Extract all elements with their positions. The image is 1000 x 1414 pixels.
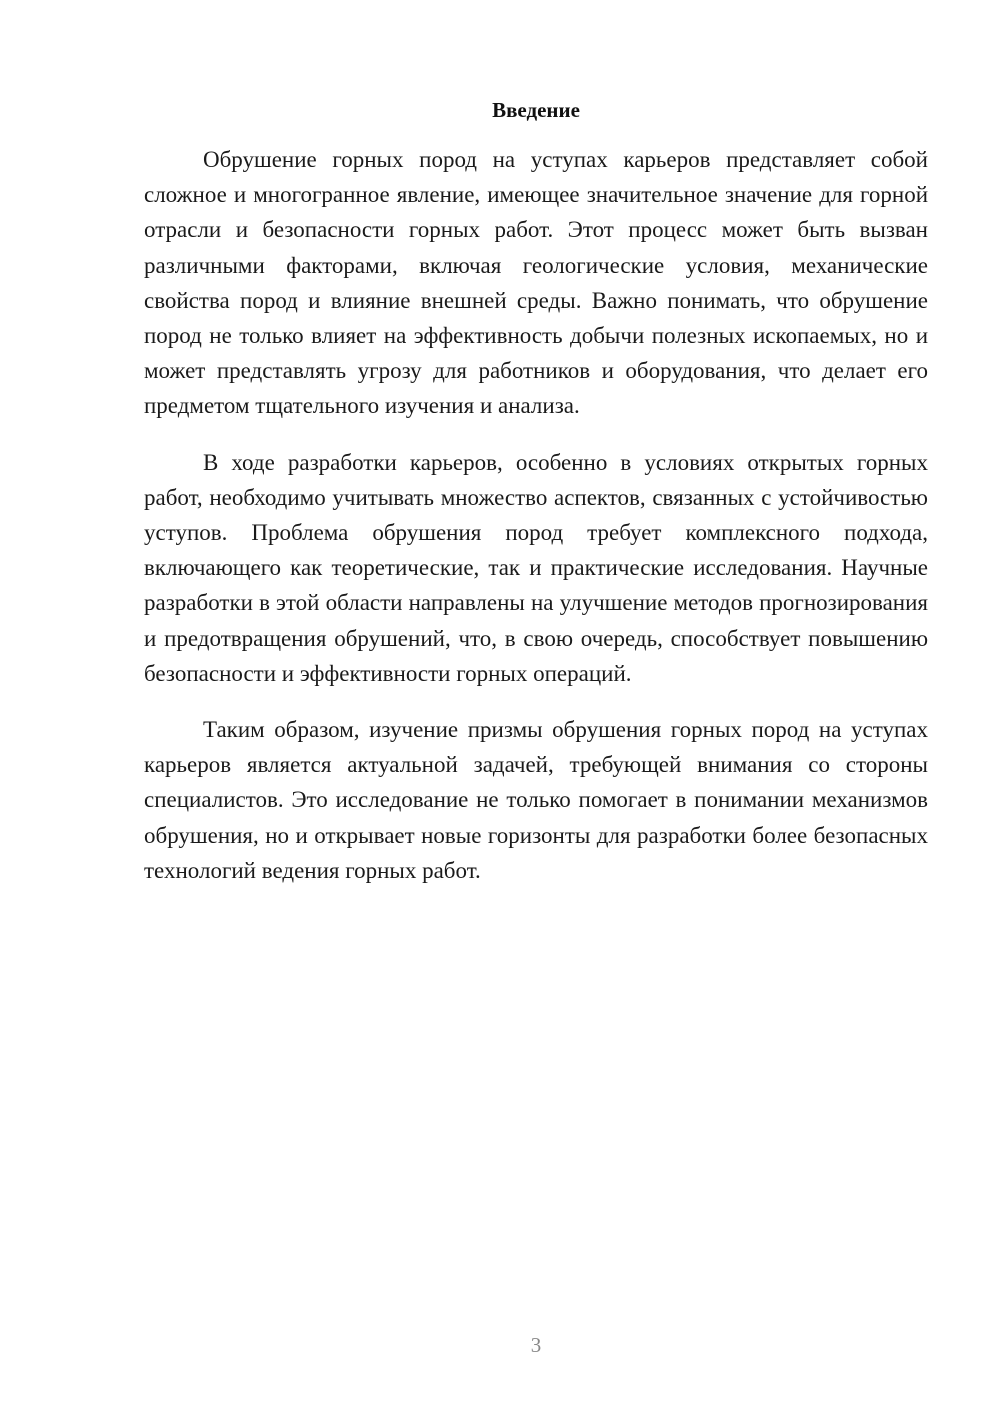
page-number: 3	[530, 1333, 542, 1357]
page-title: Введение	[492, 98, 580, 122]
paragraph-3: Таким образом, изучение призмы обрушения горных пород на уступах карьеров является актуальной задачей, требующей внимания со стороны специалистов. Это исследование не только помогает в понимании механизмов обрушения, но и открывает новые горизонты для разработки более безопасных технологий ведения горных работ.	[144, 717, 928, 883]
document-body	[144, 142, 928, 909]
paragraph-1: Обрушение горных пород на уступах карьеров представляет собой сложное и многогранное явление, имеющее значительное значение для горной отрасли и безопасности горных работ. Этот процесс может быть вызван различными факторами, включая геологические условия, механические свойства пород и влияние внешней среды. Важно понимать, что обрушение пород не только влияет на эффективность добычи полезных ископаемых, но и может представлять угрозу для работников и оборудования, что делает его предметом тщательного изучения и анализа.	[144, 147, 928, 419]
paragraph-2: В ходе разработки карьеров, особенно в условиях открытых горных работ, необходимо учитывать множество аспектов, связанных с устойчивостью уступов. Проблема обрушения пород требует комплексного подхода, включающего как теоретические, так и практические исследования. Научные разработки в этой области направлены на улучшение методов прогнозирования и предотвращения обрушений, что, в свою очередь, способствует повышению безопасности и эффективности горных операций.	[144, 449, 928, 686]
